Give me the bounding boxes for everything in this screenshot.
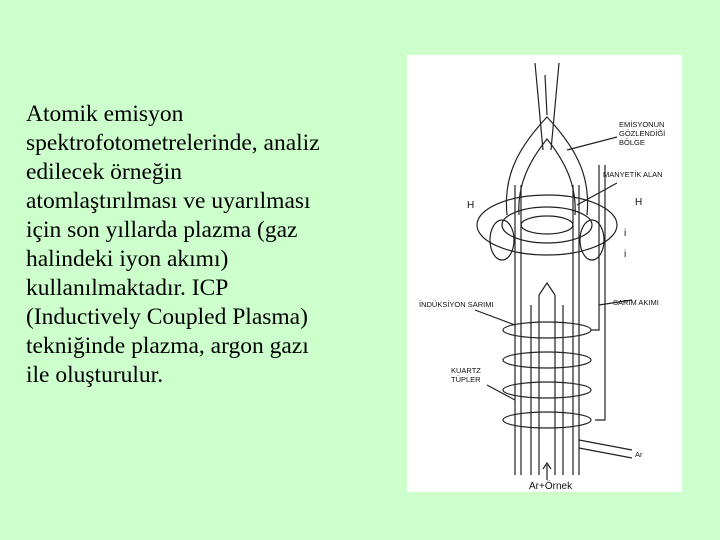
pointer-line xyxy=(475,310,515,325)
label-coil-current: SARIM AKIMI xyxy=(613,298,659,307)
emission-line xyxy=(535,63,543,150)
label-emission-zone-2: GÖZLENDİĞİ xyxy=(619,129,666,138)
label-h-right: H xyxy=(635,197,643,208)
label-i-lower: i xyxy=(624,249,627,260)
icp-torch-diagram xyxy=(407,55,682,492)
label-h-left: H xyxy=(467,200,475,211)
icp-torch-svg xyxy=(407,55,682,492)
plasma-outline xyxy=(506,117,587,215)
pointer-line xyxy=(487,385,515,400)
emission-line xyxy=(545,75,547,115)
ar-inlet xyxy=(579,448,632,458)
inner-tube-tip xyxy=(539,283,555,295)
label-i-upper: i xyxy=(624,228,627,239)
magnetic-field-loop xyxy=(521,216,573,234)
magnetic-field-loop xyxy=(477,195,617,255)
coil-turn xyxy=(503,322,591,338)
coil-turn xyxy=(503,352,591,368)
body-text: Atomik emisyon spektrofotometrelerinde, analiz edilecek örneğin atomlaştırılması ve uyarılması için son yıllarda plazma (gaz halindeki iyon akımı) kullanılmaktadır. ICP (Inductively Coupled Plasma) tekniğinde plazma, argon gazı ile oluşturulur. xyxy=(26,101,320,388)
label-quartz-1: KUARTZ xyxy=(451,366,481,375)
torch-drawing xyxy=(475,63,632,480)
ar-inlet xyxy=(579,440,632,450)
emission-line xyxy=(551,63,559,150)
label-emission-zone-1: EMİSYONUN xyxy=(619,120,665,129)
label-emission-zone-3: BÖLGE xyxy=(619,138,645,147)
label-ar: Ar xyxy=(635,450,643,459)
coil-turn xyxy=(503,412,591,428)
label-quartz-2: TÜPLER xyxy=(451,375,481,384)
label-ar-sample: Ar+Örnek xyxy=(529,481,573,492)
label-magnetic-field: MANYETİK ALAN xyxy=(603,170,663,179)
label-induction-coil: İNDÜKSİYON SARIMI xyxy=(419,300,494,309)
pointer-line xyxy=(567,137,617,150)
pointer-line xyxy=(577,183,617,205)
coil-turn xyxy=(503,382,591,398)
plasma-inner xyxy=(519,139,575,215)
